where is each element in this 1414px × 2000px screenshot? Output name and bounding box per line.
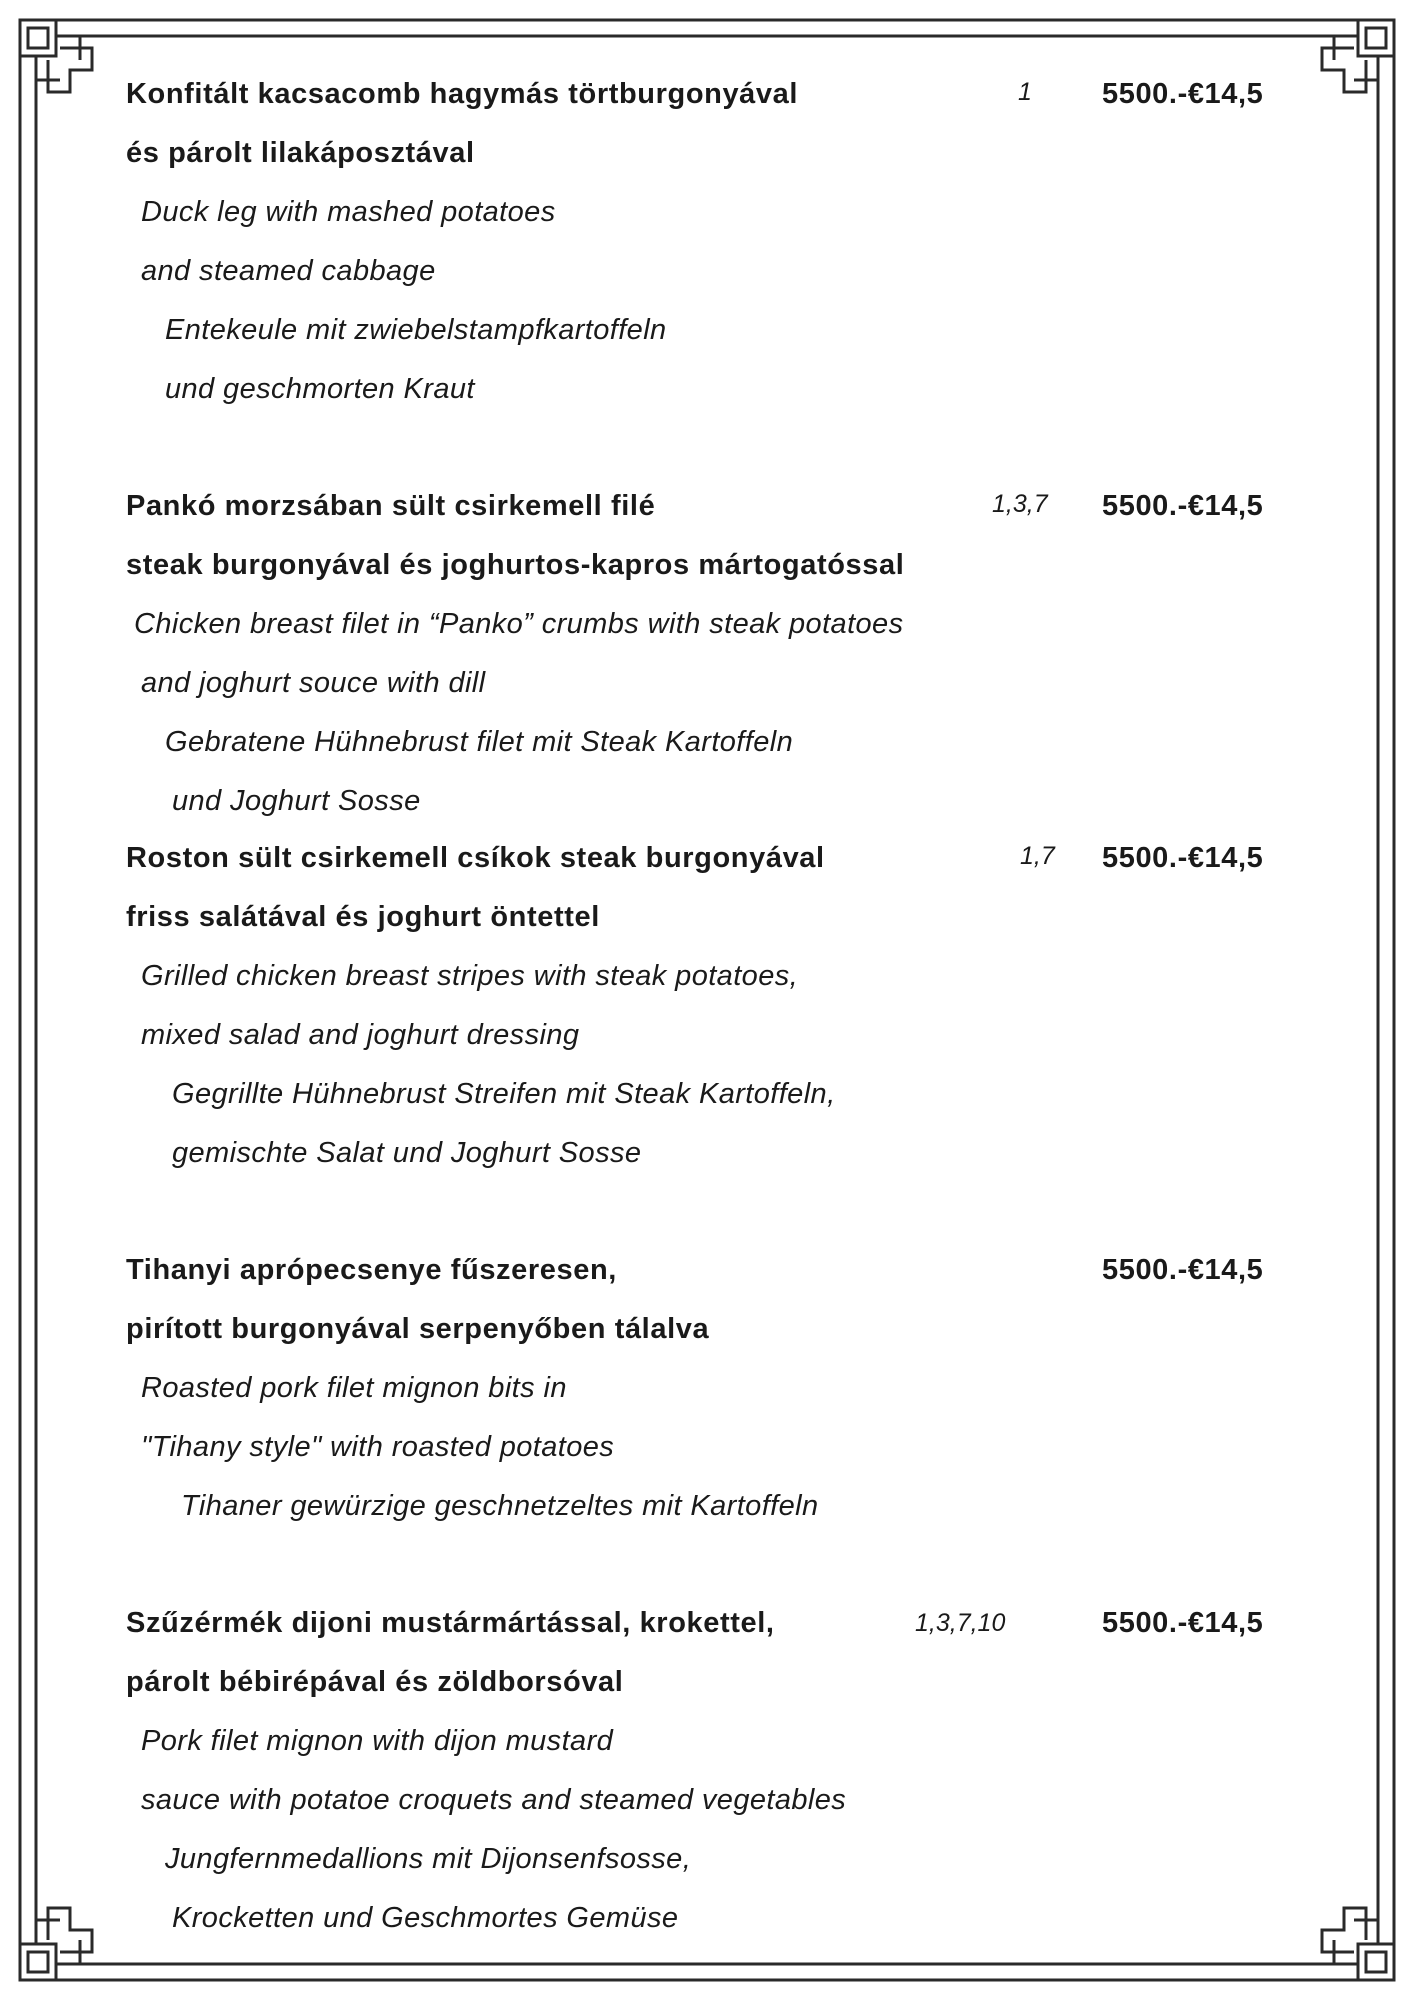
german-description-line: Tihaner gewürzige geschnetzeltes mit Kartoffeln xyxy=(181,1490,819,1522)
english-description-line: Roasted pork filet mignon bits in xyxy=(141,1372,567,1404)
english-description-line: "Tihany style" with roasted potatoes xyxy=(141,1431,615,1463)
german-description-line: Gegrillte Hühnebrust Streifen mit Steak Kartoffeln, xyxy=(172,1078,836,1110)
dish-title-line: steak burgonyával és joghurtos-kapros mártogatóssal xyxy=(126,549,905,581)
allergen-codes: 1,3,7,10 xyxy=(915,1609,1006,1637)
dish-title-line: és párolt lilakáposztával xyxy=(126,137,475,169)
dish-title-line: pirított burgonyával serpenyőben tálalva xyxy=(126,1313,710,1345)
german-description-line: und geschmorten Kraut xyxy=(165,373,475,405)
price: 5500.-€14,5 xyxy=(1102,1607,1264,1639)
dish-title-line: friss salátával és joghurt öntettel xyxy=(126,901,600,933)
allergen-codes: 1,3,7 xyxy=(992,490,1048,518)
price: 5500.-€14,5 xyxy=(1102,490,1264,522)
dish-title-line: párolt bébirépával és zöldborsóval xyxy=(126,1666,624,1698)
german-description-line: Gebratene Hühnebrust filet mit Steak Kartoffeln xyxy=(165,726,794,758)
german-description-line: Jungfernmedallions mit Dijonsenfsosse, xyxy=(165,1843,692,1875)
english-description-line: and joghurt souce with dill xyxy=(141,667,486,699)
german-description-line: Krocketten und Geschmortes Gemüse xyxy=(172,1902,679,1934)
english-description-line: and steamed cabbage xyxy=(141,255,436,287)
english-description-line: Duck leg with mashed potatoes xyxy=(141,196,556,228)
german-description-line: und Joghurt Sosse xyxy=(172,785,421,817)
allergen-codes: 1,7 xyxy=(1020,842,1055,870)
english-description-line: sauce with potatoe croquets and steamed vegetables xyxy=(141,1784,847,1816)
dish-title-line: Tihanyi aprópecsenye fűszeresen, xyxy=(126,1254,617,1286)
german-description-line: Entekeule mit zwiebelstampfkartoffeln xyxy=(165,314,667,346)
dish-title-line: Szűzérmék dijoni mustármártással, krokettel, xyxy=(126,1607,775,1639)
english-description-line: Pork filet mignon with dijon mustard xyxy=(141,1725,614,1757)
english-description-line: Grilled chicken breast stripes with steak potatoes, xyxy=(141,960,799,992)
german-description-line: gemischte Salat und Joghurt Sosse xyxy=(172,1137,642,1169)
allergen-codes: 1 xyxy=(1018,78,1032,106)
dish-title-line: Pankó morzsában sült csirkemell filé xyxy=(126,490,656,522)
dish-title-line: Roston sült csirkemell csíkok steak burgonyával xyxy=(126,842,825,874)
english-description-line: Chicken breast filet in “Panko” crumbs with steak potatoes xyxy=(134,608,904,640)
english-description-line: mixed salad and joghurt dressing xyxy=(141,1019,580,1051)
price: 5500.-€14,5 xyxy=(1102,842,1264,874)
price: 5500.-€14,5 xyxy=(1102,78,1264,110)
dish-title-line: Konfitált kacsacomb hagymás törtburgonyával xyxy=(126,78,799,110)
price: 5500.-€14,5 xyxy=(1102,1254,1264,1286)
